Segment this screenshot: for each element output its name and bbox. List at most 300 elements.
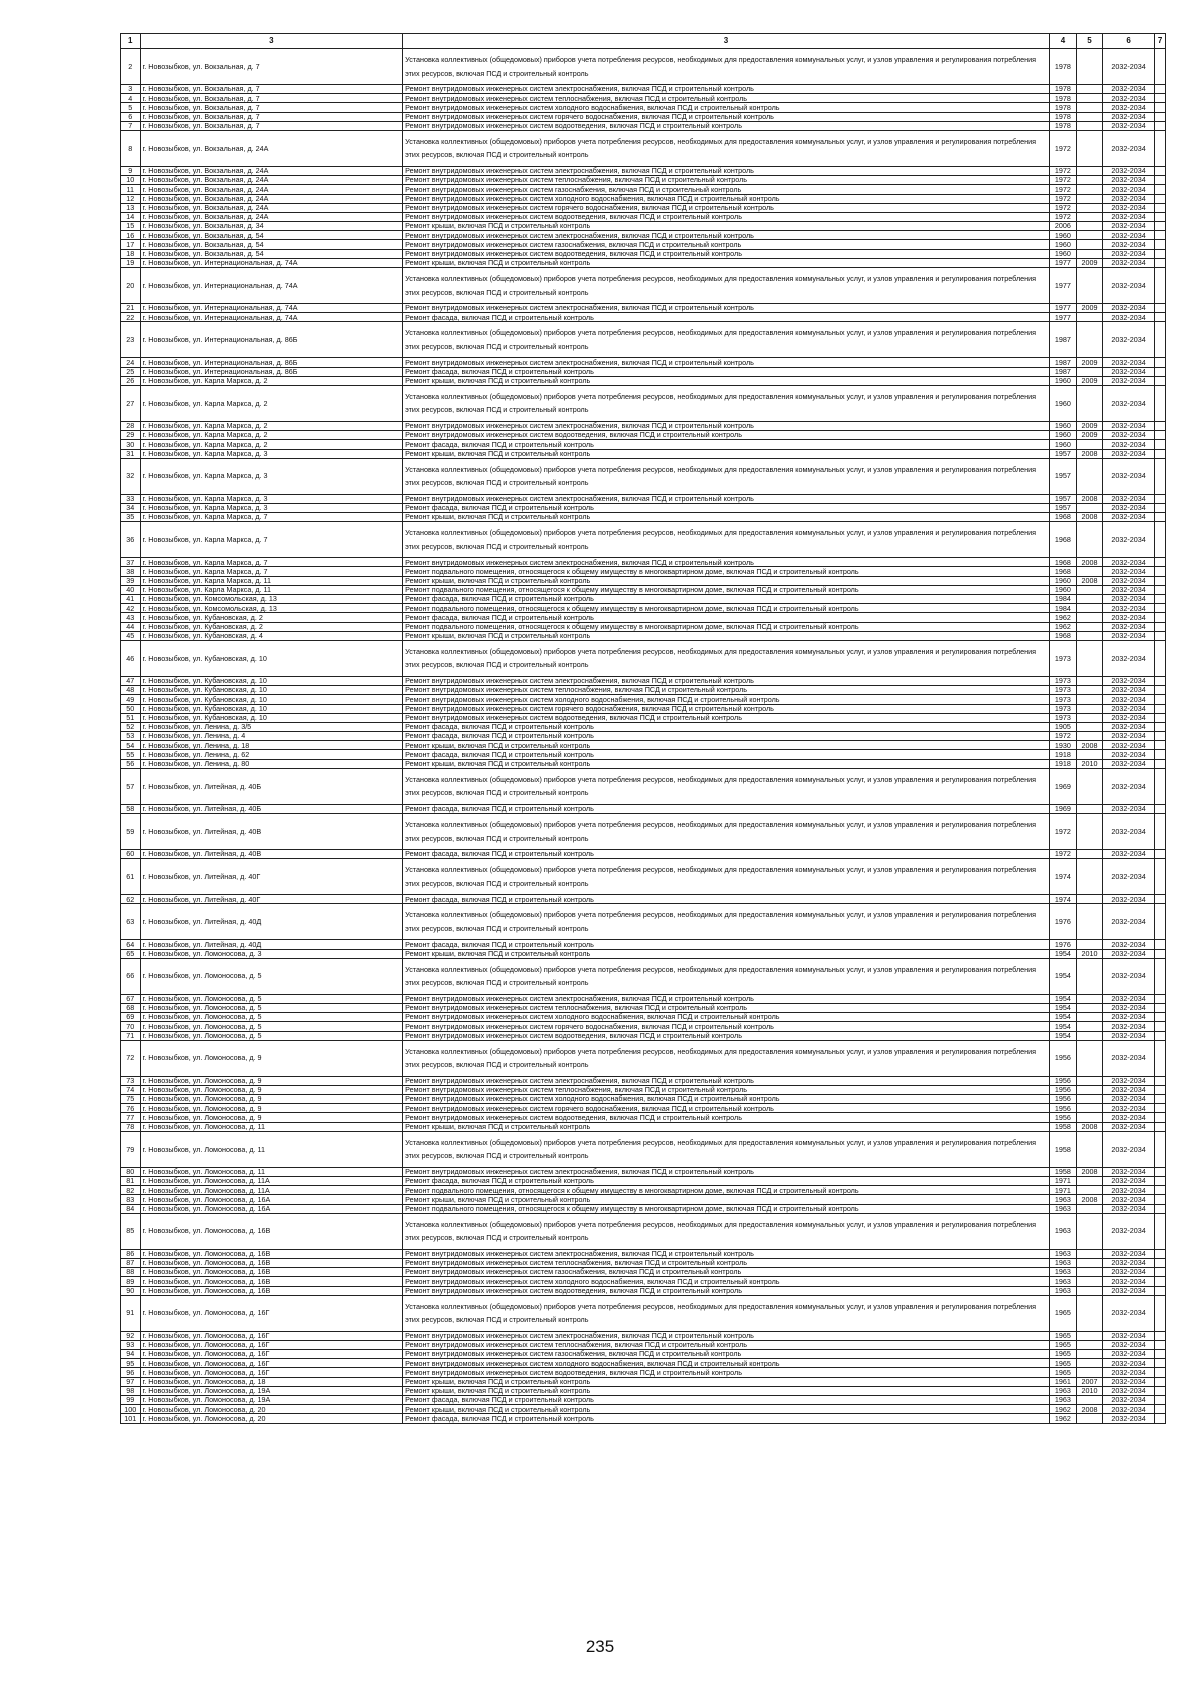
cell-planned-period: 2032-2034 <box>1103 631 1155 640</box>
cell-year-built: 1960 <box>1049 376 1076 385</box>
cell-planned-period: 2032-2034 <box>1103 513 1155 522</box>
cell-planned-period: 2032-2034 <box>1103 1295 1155 1331</box>
cell-planned-period: 2032-2034 <box>1103 695 1155 704</box>
table-row <box>121 1295 1166 1331</box>
cell-last-repair-year <box>1076 1368 1102 1377</box>
cell-planned-period: 2032-2034 <box>1103 768 1155 804</box>
cell-address: г. Новозыбков, ул. Карла Маркса, д. 2 <box>140 440 403 449</box>
cell-work-type: Установка коллективных (общедомовых) приборов учета потребления ресурсов, необходимых для предоставления коммунальных услуг, и узлов управления и регулирования потребления этих ресурсов, включая ПСД и строительный контроль <box>403 814 1050 850</box>
cell-year-built: 1963 <box>1049 1277 1076 1286</box>
table-row <box>121 1031 1166 1040</box>
cell-last-repair-year <box>1076 503 1102 512</box>
cell-address: г. Новозыбков, ул. Ломоносова, д. 18 <box>140 1377 403 1386</box>
cell-last-repair-year <box>1076 1340 1102 1349</box>
cell-address: г. Новозыбков, ул. Ломоносова, д. 11 <box>140 1167 403 1176</box>
table-row <box>121 994 1166 1003</box>
cell-note <box>1155 1113 1166 1122</box>
cell-year-built: 1977 <box>1049 313 1076 322</box>
cell-note <box>1155 304 1166 313</box>
cell-last-repair-year <box>1076 1085 1102 1094</box>
cell-note <box>1155 994 1166 1003</box>
cell-year-built: 1954 <box>1049 994 1076 1003</box>
cell-planned-period: 2032-2034 <box>1103 994 1155 1003</box>
cell-row-number: 64 <box>121 940 141 949</box>
table-row <box>121 313 1166 322</box>
cell-work-type: Установка коллективных (общедомовых) приборов учета потребления ресурсов, необходимых для предоставления коммунальных услуг, и узлов управления и регулирования потребления этих ресурсов, включая ПСД и строительный контроль <box>403 958 1050 994</box>
cell-note <box>1155 1340 1166 1349</box>
cell-year-built: 1984 <box>1049 595 1076 604</box>
cell-work-type: Ремонт внутридомовых инженерных систем газоснабжения, включая ПСД и строительный контроль <box>403 185 1050 194</box>
cell-work-type: Ремонт внутридомовых инженерных систем электроснабжения, включая ПСД и строительный контроль <box>403 1167 1050 1176</box>
cell-row-number: 29 <box>121 431 141 440</box>
header-col-last-repair: 5 <box>1076 34 1102 49</box>
cell-note <box>1155 722 1166 731</box>
cell-row-number: 84 <box>121 1204 141 1213</box>
cell-address: г. Новозыбков, ул. Кубановская, д. 4 <box>140 631 403 640</box>
cell-work-type: Ремонт подвального помещения, относящегося к общему имуществу в многоквартирном доме, включая ПСД и строительный контроль <box>403 585 1050 594</box>
cell-address: г. Новозыбков, ул. Интернациональная, д. 86Б <box>140 322 403 358</box>
cell-row-number: 62 <box>121 895 141 904</box>
cell-address: г. Новозыбков, ул. Вокзальная, д. 24А <box>140 185 403 194</box>
cell-last-repair-year <box>1076 585 1102 594</box>
cell-address: г. Новозыбков, ул. Литейная, д. 40Б <box>140 804 403 813</box>
cell-address: г. Новозыбков, ул. Карла Маркса, д. 3 <box>140 449 403 458</box>
cell-row-number: 23 <box>121 322 141 358</box>
cell-note <box>1155 567 1166 576</box>
table-row <box>121 1414 1166 1423</box>
cell-note <box>1155 1031 1166 1040</box>
cell-note <box>1155 203 1166 212</box>
cell-planned-period: 2032-2034 <box>1103 103 1155 112</box>
cell-work-type: Ремонт внутридомовых инженерных систем электроснабжения, включая ПСД и строительный контроль <box>403 85 1050 94</box>
cell-row-number: 65 <box>121 949 141 958</box>
register-sheet <box>120 33 1166 1424</box>
cell-year-built: 1968 <box>1049 567 1076 576</box>
cell-year-built: 1957 <box>1049 458 1076 494</box>
cell-planned-period: 2032-2034 <box>1103 640 1155 676</box>
cell-year-built: 1977 <box>1049 304 1076 313</box>
cell-row-number: 26 <box>121 376 141 385</box>
cell-last-repair-year <box>1076 94 1102 103</box>
cell-work-type: Ремонт внутридомовых инженерных систем теплоснабжения, включая ПСД и строительный контроль <box>403 176 1050 185</box>
cell-note <box>1155 358 1166 367</box>
cell-planned-period: 2032-2034 <box>1103 1286 1155 1295</box>
cell-row-number: 100 <box>121 1405 141 1414</box>
cell-last-repair-year <box>1076 176 1102 185</box>
table-row <box>121 713 1166 722</box>
cell-planned-period: 2032-2034 <box>1103 194 1155 203</box>
cell-planned-period: 2032-2034 <box>1103 249 1155 258</box>
cell-work-type: Ремонт внутридомовых инженерных систем водоотведения, включая ПСД и строительный контроль <box>403 1031 1050 1040</box>
cell-note <box>1155 613 1166 622</box>
cell-address: г. Новозыбков, ул. Карла Маркса, д. 7 <box>140 567 403 576</box>
cell-note <box>1155 176 1166 185</box>
page-number: 235 <box>585 1637 615 1656</box>
cell-planned-period: 2032-2034 <box>1103 1258 1155 1267</box>
cell-year-built: 1960 <box>1049 421 1076 430</box>
table-row <box>121 1195 1166 1204</box>
cell-note <box>1155 558 1166 567</box>
table-row <box>121 494 1166 503</box>
cell-year-built: 1960 <box>1049 231 1076 240</box>
cell-work-type: Ремонт внутридомовых инженерных систем горячего водоснабжения, включая ПСД и строительный контроль <box>403 203 1050 212</box>
cell-address: г. Новозыбков, ул. Ломоносова, д. 9 <box>140 1076 403 1085</box>
table-row <box>121 1386 1166 1395</box>
cell-work-type: Установка коллективных (общедомовых) приборов учета потребления ресурсов, необходимых для предоставления коммунальных услуг, и узлов управления и регулирования потребления этих ресурсов, включая ПСД и строительный контроль <box>403 1040 1050 1076</box>
table-row <box>121 421 1166 430</box>
table-row <box>121 166 1166 175</box>
cell-year-built: 1978 <box>1049 103 1076 112</box>
cell-row-number: 56 <box>121 759 141 768</box>
cell-work-type: Ремонт крыши, включая ПСД и строительный контроль <box>403 1377 1050 1386</box>
cell-address: г. Новозыбков, ул. Ленина, д. 4 <box>140 732 403 741</box>
cell-year-built: 1987 <box>1049 358 1076 367</box>
table-row <box>121 367 1166 376</box>
cell-work-type: Установка коллективных (общедомовых) приборов учета потребления ресурсов, необходимых для предоставления коммунальных услуг, и узлов управления и регулирования потребления этих ресурсов, включая ПСД и строительный контроль <box>403 1131 1050 1167</box>
cell-note <box>1155 1295 1166 1331</box>
cell-year-built: 1963 <box>1049 1249 1076 1258</box>
cell-last-repair-year <box>1076 1131 1102 1167</box>
cell-address: г. Новозыбков, ул. Карла Маркса, д. 2 <box>140 421 403 430</box>
cell-address: г. Новозыбков, ул. Карла Маркса, д. 11 <box>140 576 403 585</box>
cell-last-repair-year <box>1076 814 1102 850</box>
table-row <box>121 231 1166 240</box>
cell-year-built: 1965 <box>1049 1295 1076 1331</box>
cell-planned-period: 2032-2034 <box>1103 1359 1155 1368</box>
table-row <box>121 513 1166 522</box>
cell-planned-period: 2032-2034 <box>1103 503 1155 512</box>
cell-planned-period: 2032-2034 <box>1103 1040 1155 1076</box>
cell-work-type: Ремонт внутридомовых инженерных систем горячего водоснабжения, включая ПСД и строительный контроль <box>403 1104 1050 1113</box>
cell-year-built: 1972 <box>1049 850 1076 859</box>
cell-note <box>1155 604 1166 613</box>
cell-note <box>1155 513 1166 522</box>
cell-work-type: Ремонт крыши, включая ПСД и строительный контроль <box>403 1405 1050 1414</box>
cell-year-built: 1968 <box>1049 558 1076 567</box>
cell-planned-period: 2032-2034 <box>1103 385 1155 421</box>
cell-address: г. Новозыбков, ул. Кубановская, д. 10 <box>140 686 403 695</box>
cell-row-number: 80 <box>121 1167 141 1176</box>
cell-note <box>1155 949 1166 958</box>
table-row <box>121 1095 1166 1104</box>
cell-row-number: 13 <box>121 203 141 212</box>
cell-address: г. Новозыбков, ул. Кубановская, д. 2 <box>140 622 403 631</box>
cell-address: г. Новозыбков, ул. Ломоносова, д. 16Г <box>140 1368 403 1377</box>
cell-last-repair-year <box>1076 613 1102 622</box>
table-row <box>121 176 1166 185</box>
header-col-work: 3 <box>403 34 1050 49</box>
cell-row-number: 17 <box>121 240 141 249</box>
cell-note <box>1155 1003 1166 1012</box>
cell-note <box>1155 249 1166 258</box>
cell-address: г. Новозыбков, ул. Вокзальная, д. 7 <box>140 103 403 112</box>
cell-planned-period: 2032-2034 <box>1103 304 1155 313</box>
cell-last-repair-year <box>1076 904 1102 940</box>
cell-last-repair-year <box>1076 622 1102 631</box>
table-row <box>121 567 1166 576</box>
cell-last-repair-year <box>1076 322 1102 358</box>
cell-work-type: Ремонт внутридомовых инженерных систем электроснабжения, включая ПСД и строительный контроль <box>403 421 1050 430</box>
cell-note <box>1155 1331 1166 1340</box>
cell-row-number: 94 <box>121 1350 141 1359</box>
cell-note <box>1155 1085 1166 1094</box>
cell-address: г. Новозыбков, ул. Карла Маркса, д. 7 <box>140 513 403 522</box>
cell-planned-period: 2032-2034 <box>1103 231 1155 240</box>
cell-note <box>1155 576 1166 585</box>
header-col-7: 7 <box>1155 34 1166 49</box>
cell-address: г. Новозыбков, ул. Карла Маркса, д. 2 <box>140 385 403 421</box>
table-row <box>121 622 1166 631</box>
cell-address: г. Новозыбков, ул. Ломоносова, д. 16Г <box>140 1359 403 1368</box>
table-row <box>121 1340 1166 1349</box>
table-row <box>121 322 1166 358</box>
table-row <box>121 1040 1166 1076</box>
cell-work-type: Ремонт крыши, включая ПСД и строительный контроль <box>403 631 1050 640</box>
cell-work-type: Ремонт крыши, включая ПСД и строительный контроль <box>403 513 1050 522</box>
cell-address: г. Новозыбков, ул. Вокзальная, д. 54 <box>140 240 403 249</box>
cell-year-built: 1973 <box>1049 695 1076 704</box>
cell-note <box>1155 385 1166 421</box>
cell-work-type: Ремонт крыши, включая ПСД и строительный контроль <box>403 376 1050 385</box>
cell-planned-period: 2032-2034 <box>1103 203 1155 212</box>
cell-last-repair-year <box>1076 313 1102 322</box>
cell-note <box>1155 240 1166 249</box>
cell-work-type: Ремонт внутридомовых инженерных систем холодного водоснабжения, включая ПСД и строительный контроль <box>403 1359 1050 1368</box>
cell-address: г. Новозыбков, ул. Ломоносова, д. 5 <box>140 1031 403 1040</box>
cell-address: г. Новозыбков, ул. Ленина, д. 80 <box>140 759 403 768</box>
cell-planned-period: 2032-2034 <box>1103 741 1155 750</box>
cell-planned-period: 2032-2034 <box>1103 222 1155 231</box>
cell-work-type: Ремонт внутридомовых инженерных систем электроснабжения, включая ПСД и строительный контроль <box>403 358 1050 367</box>
cell-row-number: 61 <box>121 859 141 895</box>
cell-year-built: 1918 <box>1049 759 1076 768</box>
cell-row-number: 37 <box>121 558 141 567</box>
cell-planned-period: 2032-2034 <box>1103 904 1155 940</box>
cell-work-type: Установка коллективных (общедомовых) приборов учета потребления ресурсов, необходимых для предоставления коммунальных услуг, и узлов управления и регулирования потребления этих ресурсов, включая ПСД и строительный контроль <box>403 640 1050 676</box>
cell-work-type: Ремонт фасада, включая ПСД и строительный контроль <box>403 440 1050 449</box>
cell-address: г. Новозыбков, ул. Ломоносова, д. 16В <box>140 1213 403 1249</box>
cell-address: г. Новозыбков, ул. Ленина, д. 3/5 <box>140 722 403 731</box>
table-row <box>121 268 1166 304</box>
cell-note <box>1155 1040 1166 1076</box>
cell-year-built: 1973 <box>1049 686 1076 695</box>
cell-note <box>1155 503 1166 512</box>
table-row <box>121 358 1166 367</box>
table-row <box>121 1249 1166 1258</box>
cell-planned-period: 2032-2034 <box>1103 522 1155 558</box>
cell-work-type: Ремонт внутридомовых инженерных систем теплоснабжения, включая ПСД и строительный контроль <box>403 94 1050 103</box>
cell-planned-period: 2032-2034 <box>1103 458 1155 494</box>
cell-last-repair-year <box>1076 940 1102 949</box>
cell-year-built: 1918 <box>1049 750 1076 759</box>
table-row <box>121 722 1166 731</box>
cell-note <box>1155 850 1166 859</box>
cell-row-number: 10 <box>121 176 141 185</box>
cell-planned-period: 2032-2034 <box>1103 732 1155 741</box>
cell-note <box>1155 750 1166 759</box>
cell-row-number: 71 <box>121 1031 141 1040</box>
cell-address: г. Новозыбков, ул. Ломоносова, д. 3 <box>140 949 403 958</box>
header-col-year-built: 4 <box>1049 34 1076 49</box>
cell-note <box>1155 859 1166 895</box>
cell-last-repair-year: 2008 <box>1076 513 1102 522</box>
cell-planned-period: 2032-2034 <box>1103 713 1155 722</box>
cell-year-built: 2006 <box>1049 222 1076 231</box>
cell-planned-period: 2032-2034 <box>1103 431 1155 440</box>
cell-planned-period: 2032-2034 <box>1103 1204 1155 1213</box>
cell-address: г. Новозыбков, ул. Ломоносова, д. 19А <box>140 1396 403 1405</box>
cell-address: г. Новозыбков, ул. Ломоносова, д. 9 <box>140 1113 403 1122</box>
cell-last-repair-year <box>1076 994 1102 1003</box>
cell-note <box>1155 768 1166 804</box>
cell-planned-period: 2032-2034 <box>1103 585 1155 594</box>
cell-year-built: 1973 <box>1049 640 1076 676</box>
cell-planned-period: 2032-2034 <box>1103 1249 1155 1258</box>
cell-work-type: Ремонт внутридомовых инженерных систем водоотведения, включая ПСД и строительный контроль <box>403 1368 1050 1377</box>
cell-note <box>1155 103 1166 112</box>
cell-work-type: Ремонт фасада, включая ПСД и строительный контроль <box>403 1414 1050 1423</box>
cell-row-number: 7 <box>121 121 141 130</box>
cell-row-number: 34 <box>121 503 141 512</box>
table-row <box>121 850 1166 859</box>
cell-work-type: Ремонт внутридомовых инженерных систем водоотведения, включая ПСД и строительный контроль <box>403 1113 1050 1122</box>
cell-year-built: 1954 <box>1049 1003 1076 1012</box>
cell-planned-period: 2032-2034 <box>1103 449 1155 458</box>
table-row <box>121 904 1166 940</box>
table-row <box>121 768 1166 804</box>
cell-address: г. Новозыбков, ул. Ломоносова, д. 16Г <box>140 1340 403 1349</box>
table-row <box>121 249 1166 258</box>
cell-note <box>1155 1359 1166 1368</box>
cell-row-number: 45 <box>121 631 141 640</box>
cell-row-number: 79 <box>121 1131 141 1167</box>
cell-work-type: Ремонт крыши, включая ПСД и строительный контроль <box>403 1386 1050 1395</box>
cell-planned-period: 2032-2034 <box>1103 1076 1155 1085</box>
cell-planned-period: 2032-2034 <box>1103 759 1155 768</box>
cell-note <box>1155 1022 1166 1031</box>
table-row <box>121 1076 1166 1085</box>
cell-planned-period: 2032-2034 <box>1103 1396 1155 1405</box>
cell-year-built: 1977 <box>1049 258 1076 267</box>
cell-work-type: Ремонт внутридомовых инженерных систем газоснабжения, включая ПСД и строительный контроль <box>403 1268 1050 1277</box>
cell-planned-period: 2032-2034 <box>1103 814 1155 850</box>
cell-last-repair-year: 2009 <box>1076 421 1102 430</box>
cell-note <box>1155 121 1166 130</box>
cell-note <box>1155 458 1166 494</box>
cell-row-number: 31 <box>121 449 141 458</box>
cell-address: г. Новозыбков, ул. Вокзальная, д. 24А <box>140 166 403 175</box>
cell-row-number: 27 <box>121 385 141 421</box>
cell-planned-period: 2032-2034 <box>1103 567 1155 576</box>
cell-row-number: 30 <box>121 440 141 449</box>
cell-year-built: 1978 <box>1049 94 1076 103</box>
cell-work-type: Установка коллективных (общедомовых) приборов учета потребления ресурсов, необходимых для предоставления коммунальных услуг, и узлов управления и регулирования потребления этих ресурсов, включая ПСД и строительный контроль <box>403 130 1050 166</box>
cell-note <box>1155 231 1166 240</box>
cell-planned-period: 2032-2034 <box>1103 676 1155 685</box>
table-row <box>121 385 1166 421</box>
cell-work-type: Ремонт внутридомовых инженерных систем электроснабжения, включая ПСД и строительный контроль <box>403 304 1050 313</box>
cell-row-number: 52 <box>121 722 141 731</box>
cell-row-number: 81 <box>121 1177 141 1186</box>
cell-year-built: 1962 <box>1049 1414 1076 1423</box>
cell-year-built: 1960 <box>1049 385 1076 421</box>
cell-row-number: 54 <box>121 741 141 750</box>
cell-last-repair-year: 2008 <box>1076 741 1102 750</box>
table-row <box>121 686 1166 695</box>
cell-note <box>1155 522 1166 558</box>
cell-note <box>1155 1396 1166 1405</box>
cell-address: г. Новозыбков, ул. Ломоносова, д. 5 <box>140 1013 403 1022</box>
cell-planned-period: 2032-2034 <box>1103 622 1155 631</box>
cell-row-number: 72 <box>121 1040 141 1076</box>
cell-work-type: Ремонт фасада, включая ПСД и строительный контроль <box>403 732 1050 741</box>
cell-row-number: 42 <box>121 604 141 613</box>
cell-address: г. Новозыбков, ул. Ломоносова, д. 5 <box>140 1003 403 1012</box>
cell-last-repair-year <box>1076 704 1102 713</box>
cell-planned-period: 2032-2034 <box>1103 112 1155 121</box>
cell-work-type: Ремонт фасада, включая ПСД и строительный контроль <box>403 503 1050 512</box>
header-col-period: 6 <box>1103 34 1155 49</box>
cell-last-repair-year <box>1076 130 1102 166</box>
cell-year-built: 1973 <box>1049 704 1076 713</box>
cell-last-repair-year <box>1076 222 1102 231</box>
cell-last-repair-year <box>1076 1277 1102 1286</box>
cell-address: г. Новозыбков, ул. Ломоносова, д. 16В <box>140 1249 403 1258</box>
table-row <box>121 640 1166 676</box>
cell-address: г. Новозыбков, ул. Вокзальная, д. 24А <box>140 212 403 221</box>
cell-address: г. Новозыбков, ул. Интернациональная, д. 74А <box>140 313 403 322</box>
cell-planned-period: 2032-2034 <box>1103 604 1155 613</box>
cell-last-repair-year: 2009 <box>1076 358 1102 367</box>
cell-row-number: 48 <box>121 686 141 695</box>
cell-planned-period: 2032-2034 <box>1103 958 1155 994</box>
table-body <box>121 49 1166 1424</box>
table-row <box>121 1331 1166 1340</box>
cell-row-number: 60 <box>121 850 141 859</box>
cell-work-type: Ремонт внутридомовых инженерных систем горячего водоснабжения, включая ПСД и строительный контроль <box>403 112 1050 121</box>
cell-note <box>1155 185 1166 194</box>
cell-work-type: Установка коллективных (общедомовых) приборов учета потребления ресурсов, необходимых для предоставления коммунальных услуг, и узлов управления и регулирования потребления этих ресурсов, включая ПСД и строительный контроль <box>403 522 1050 558</box>
cell-work-type: Установка коллективных (общедомовых) приборов учета потребления ресурсов, необходимых для предоставления коммунальных услуг, и узлов управления и регулирования потребления этих ресурсов, включая ПСД и строительный контроль <box>403 768 1050 804</box>
cell-note <box>1155 376 1166 385</box>
cell-last-repair-year <box>1076 1258 1102 1267</box>
cell-last-repair-year <box>1076 458 1102 494</box>
cell-year-built: 1957 <box>1049 503 1076 512</box>
table-row <box>121 1186 1166 1195</box>
cell-row-number: 4 <box>121 94 141 103</box>
cell-work-type: Ремонт крыши, включая ПСД и строительный контроль <box>403 449 1050 458</box>
cell-year-built: 1954 <box>1049 1031 1076 1040</box>
cell-address: г. Новозыбков, ул. Литейная, д. 40Б <box>140 768 403 804</box>
cell-note <box>1155 804 1166 813</box>
cell-planned-period: 2032-2034 <box>1103 704 1155 713</box>
cell-year-built: 1972 <box>1049 212 1076 221</box>
cell-address: г. Новозыбков, ул. Ломоносова, д. 5 <box>140 958 403 994</box>
cell-year-built: 1962 <box>1049 613 1076 622</box>
cell-year-built: 1972 <box>1049 176 1076 185</box>
header-col-address: 3 <box>140 34 403 49</box>
cell-address: г. Новозыбков, ул. Интернациональная, д. 86Б <box>140 367 403 376</box>
cell-last-repair-year <box>1076 1249 1102 1258</box>
cell-row-number: 97 <box>121 1377 141 1386</box>
cell-address: г. Новозыбков, ул. Вокзальная, д. 24А <box>140 176 403 185</box>
cell-year-built: 1978 <box>1049 112 1076 121</box>
header-col-1: 1 <box>121 34 141 49</box>
cell-year-built: 1960 <box>1049 576 1076 585</box>
cell-row-number: 77 <box>121 1113 141 1122</box>
cell-address: г. Новозыбков, ул. Ломоносова, д. 19А <box>140 1386 403 1395</box>
cell-year-built: 1976 <box>1049 904 1076 940</box>
